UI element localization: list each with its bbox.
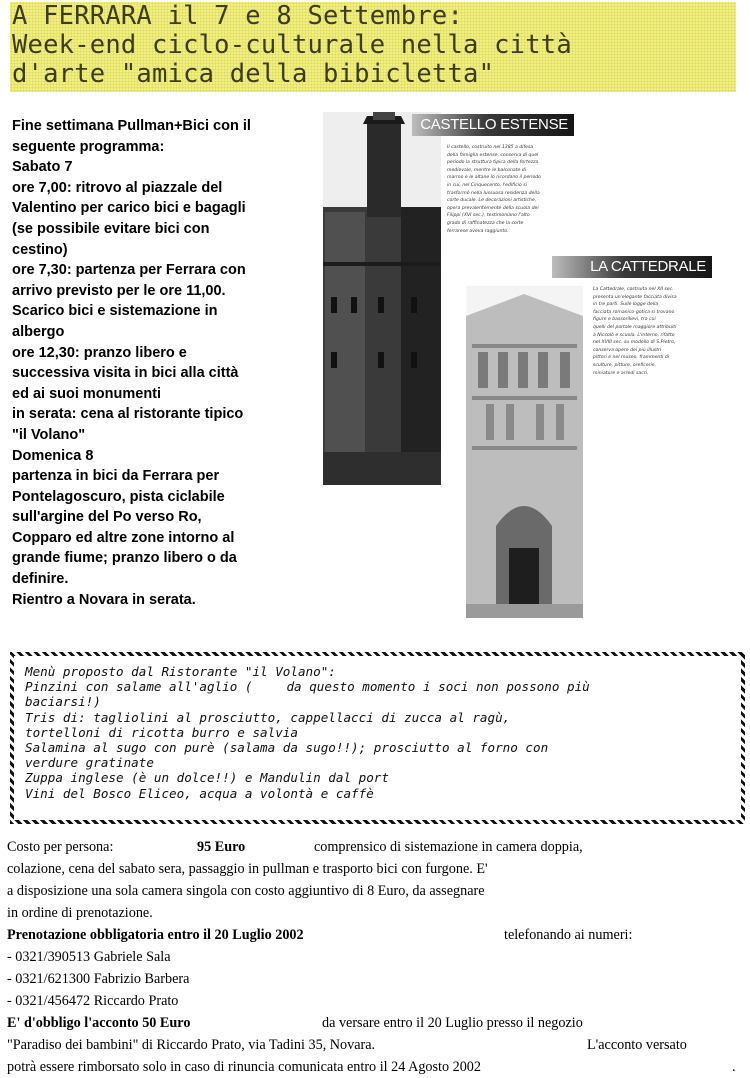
program-line: ore 7,30: partenza per Ferrara con bbox=[12, 262, 246, 279]
program-line: sull'argine del Po verso Ro, bbox=[12, 509, 202, 526]
program-line: ore 7,00: ritrovo al piazzale del bbox=[12, 179, 223, 196]
contact-row bbox=[7, 990, 747, 1012]
program-line: ed ai suoi monumenti bbox=[12, 385, 162, 402]
program-text bbox=[12, 116, 312, 610]
castle-photo bbox=[323, 112, 441, 485]
cost-value: 95 Euro bbox=[197, 839, 246, 855]
cathedral-title-bar bbox=[552, 256, 712, 278]
program-line: Fine settimana Pullman+Bici con il bbox=[12, 118, 251, 134]
title-line-1: A FERRARA il 7 e 8 Settembre: bbox=[12, 1, 464, 31]
menu-line-1b: da questo momento i soci non possono più bbox=[286, 679, 590, 695]
deposit-row bbox=[7, 1012, 747, 1034]
program-line: (se possibile evitare bici con bbox=[12, 220, 210, 237]
title-line-2: Week-end ciclo-culturale nella città bbox=[12, 30, 572, 60]
contact-2: - 0321/621300 Fabrizio Barbera bbox=[7, 971, 190, 987]
menu-line bbox=[25, 679, 731, 694]
booking-phone: telefonando ai numeri: bbox=[504, 927, 633, 943]
program-line: arrivo previsto per le ore 11,00. bbox=[12, 282, 226, 299]
cost-desc: comprensico di sistemazione in camera doppia, bbox=[314, 839, 583, 855]
shop-row bbox=[7, 1034, 747, 1056]
castle-title-bar bbox=[412, 114, 574, 136]
castle-caption: Il castello, costruito nel 1385 a difesa della famiglia estense, conserva di quel periodo la struttura tipica della fortezza medievale, mentre le balconate di marmo e le altane lo ricordano il periodo in cui, nel Cinquecento, l'edificio si trasformò nella lussuosa residenza della corte ducale. Le decorazioni artistiche, opera prevalentemente della scuola dei Filippi (XVI sec.), testimoniano l'alto grado di raffinatezza che la corte ferrarese aveva raggiunto. bbox=[447, 145, 541, 234]
refund-row bbox=[7, 1056, 747, 1078]
cost-line-3-text: a disposizione una sola camera singola con costo aggiuntivo di 8 Euro, da assegnare bbox=[7, 883, 485, 899]
menu-line: tortelloni di ricotta burro e salvia bbox=[25, 724, 298, 740]
cathedral-title: LA CATTEDRALE bbox=[590, 258, 706, 275]
menu-line: Tris di: tagliolini al prosciutto, cappellacci di zucca al ragù, bbox=[25, 709, 511, 725]
info-section bbox=[7, 836, 747, 1078]
menu-title: Menù proposto dal Ristorante "il Volano": bbox=[25, 664, 336, 679]
program-line: seguente programma: bbox=[12, 138, 165, 155]
booking-row bbox=[7, 924, 747, 946]
cost-line-3 bbox=[7, 880, 747, 902]
cost-line-4-text: in ordine di prenotazione. bbox=[7, 905, 153, 921]
title-banner bbox=[10, 2, 736, 92]
menu-line: Zuppa inglese (è un dolce!!) e Mandulin dal port bbox=[25, 770, 389, 786]
menu-line-1a: Pinzini con salame all'aglio ( bbox=[25, 679, 253, 695]
contact-1: - 0321/390513 Gabriele Sala bbox=[7, 949, 171, 965]
shop-line: "Paradiso dei bambini" di Riccardo Prato, via Tadini 35, Novara. bbox=[7, 1037, 376, 1053]
program-line: albergo bbox=[12, 323, 65, 340]
contact-row bbox=[7, 968, 747, 990]
program-line: Domenica 8 bbox=[12, 447, 94, 464]
program-line: cestino) bbox=[12, 241, 68, 258]
cost-line-4 bbox=[7, 902, 747, 924]
program-line: Valentino per carico bici e bagagli bbox=[12, 200, 246, 217]
cost-line-2-text: colazione, cena del sabato sera, passaggio in pullman e trasporto bici con furgone. E' bbox=[7, 861, 488, 877]
program-line: in serata: cena al ristorante tipico bbox=[12, 406, 244, 423]
trailing-dot: . bbox=[732, 1059, 736, 1075]
menu-line: Vini del Bosco Eliceo, acqua a volontà e caffè bbox=[25, 785, 374, 801]
program-line: "il Volano" bbox=[12, 426, 86, 443]
refund-line: potrà essere rimborsato solo in caso di rinuncia comunicata entro il 24 Agosto 2002 bbox=[7, 1059, 481, 1075]
cost-row bbox=[7, 836, 747, 858]
cost-line-2 bbox=[7, 858, 747, 880]
castle-title: CASTELLO ESTENSE bbox=[420, 116, 568, 133]
program-line: grande fiume; pranzo libero o da bbox=[12, 550, 237, 567]
contact-row bbox=[7, 946, 747, 968]
program-line: Scarico bici e sistemazione in bbox=[12, 303, 218, 320]
menu-line: baciarsi!) bbox=[25, 694, 101, 710]
program-line: Pontelagoscuro, pista ciclabile bbox=[12, 488, 225, 505]
cathedral-photo bbox=[466, 286, 583, 618]
program-line: Sabato 7 bbox=[12, 159, 73, 176]
menu-line: verdure gratinate bbox=[25, 755, 154, 771]
menu-box bbox=[10, 652, 745, 824]
title-line-3: d'arte "amica della bibicletta" bbox=[12, 59, 495, 89]
program-line: Rientro a Novara in serata. bbox=[12, 591, 196, 608]
cathedral-caption: La Cattedrale, costruita nel XII sec. presenta un'elegante facciata divisa in tre parti. Sulle logge della facciata romanico-gotica si trovano figure e bassorilievi, tra cui quelli del portale maggiore attribuiti a Niccolò e scuola. L'interno, rifatto nel XVIII sec. su modello di S.Pietro, conserva opere dei più illustri pittori e nel museo, frammenti di sculture, pitture, oreficerie, miniature e arredi sacri. bbox=[593, 287, 677, 376]
program-line: Copparo ed altre zone intorno al bbox=[12, 529, 235, 546]
deposit-label: E' d'obbligo l'acconto 50 Euro bbox=[7, 1015, 191, 1031]
program-line: partenza in bici da Ferrara per bbox=[12, 468, 220, 485]
contact-3: - 0321/456472 Riccardo Prato bbox=[7, 993, 179, 1009]
booking-label: Prenotazione obbligatoria entro il 20 Luglio 2002 bbox=[7, 927, 304, 943]
program-line: ore 12,30: pranzo libero e bbox=[12, 344, 187, 361]
refund-a: L'acconto versato bbox=[587, 1037, 687, 1053]
program-line: definire. bbox=[12, 571, 69, 588]
menu-line: Salamina al sugo con purè (salama da sugo!!); prosciutto al forno con bbox=[25, 740, 549, 756]
cost-label: Costo per persona: bbox=[7, 839, 114, 855]
deposit-desc: da versare entro il 20 Luglio presso il negozio bbox=[322, 1015, 583, 1031]
program-line: successiva visita in bici alla città bbox=[12, 365, 239, 382]
